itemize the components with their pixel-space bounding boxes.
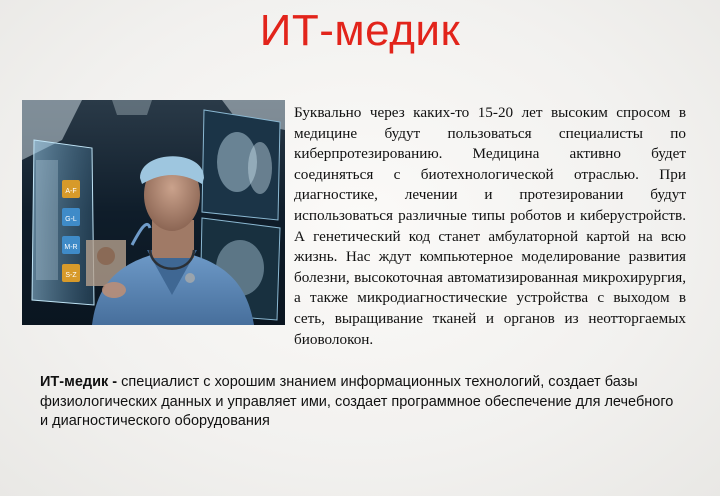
definition-text: специалист с хорошим знанием информационных технологий, создает базы физиологических данных и управляет ими, создает программное обеспечение для лечебного и диагностического оборудования [40, 374, 674, 430]
panel-label: M-R [64, 244, 78, 251]
body-paragraph: Буквально через каких-то 15-20 лет высоким спросом в медицине будут пользоваться специалисты по киберпротезированию. Медицина активно будет соединяться с биотехнологической отраслью. При диагностике, лечении и протезировании будут использоваться различные типы роботов и киберустройств. А генетический код станет амбулаторной картой на всю жизнь. Нас ждут компьютерное моделирование развития болезни, высокоточная автоматизированная микрохирургия, а также микродиагностические устройства с выходом в сеть, выращивание тканей и органов из неотторгаемых биоволокон. [294, 104, 686, 348]
panel-label: S-Z [65, 272, 77, 279]
slide-title: ИТ-медик [259, 6, 461, 55]
panel-label: G-L [65, 216, 77, 223]
definition-term: ИТ-медик - [40, 374, 122, 390]
definition-block [40, 373, 680, 432]
panel-label: A-F [65, 188, 77, 195]
doctor-photo [22, 100, 285, 325]
